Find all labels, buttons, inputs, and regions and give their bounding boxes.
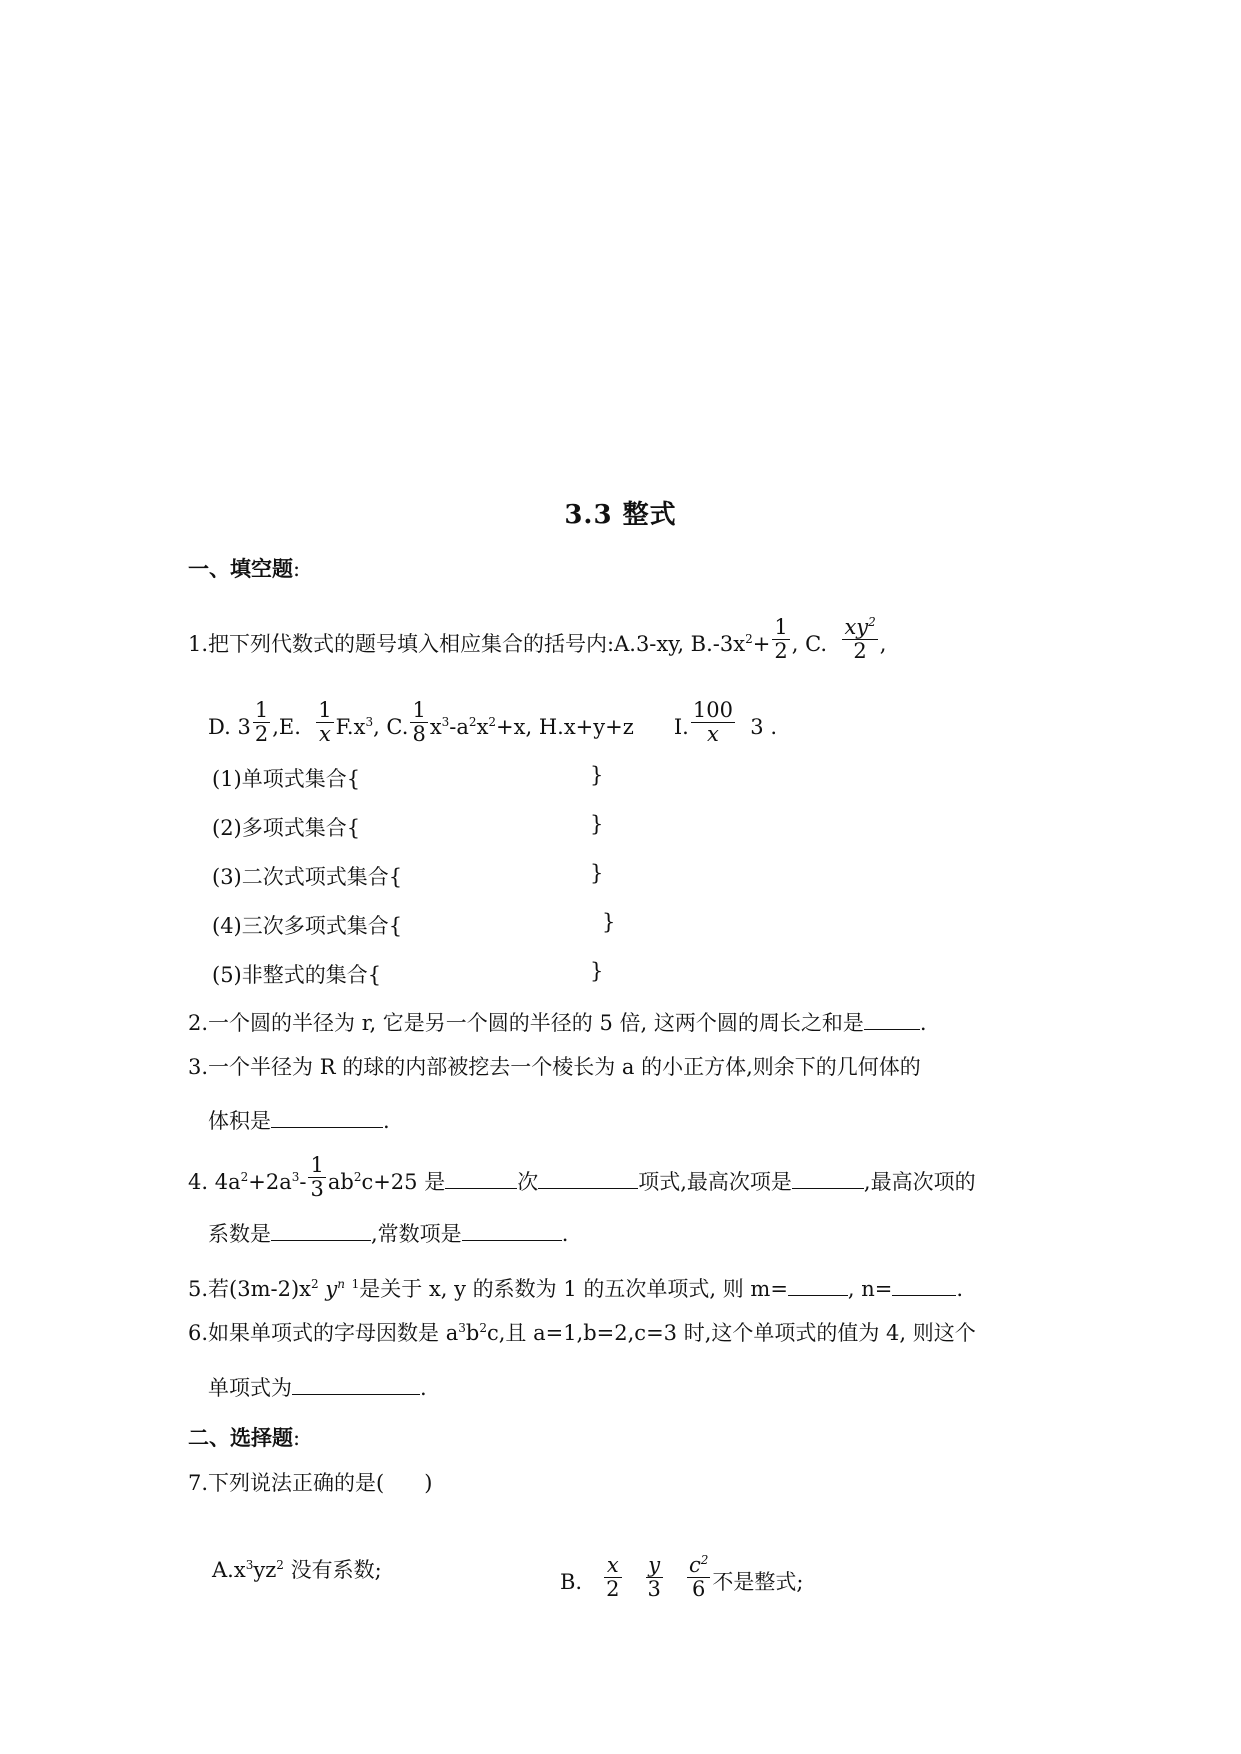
q4-coef-tail: ,最高次项的 xyxy=(863,1170,976,1195)
q1-f-label: F.x xyxy=(335,715,366,740)
q1-e-num: 1 xyxy=(318,698,332,722)
question-3-line-2 xyxy=(208,1106,390,1132)
q6-line1a: 6.如果单项式的字母因数是 a xyxy=(188,1321,459,1345)
q7-b2-num: y xyxy=(646,1554,663,1578)
question-6-line-1 xyxy=(188,1323,976,1344)
q5-sup-1: 1 xyxy=(351,1277,360,1291)
q1-g-exp1: 3 xyxy=(441,715,450,730)
q4-p5: c+25 是 xyxy=(361,1170,446,1195)
set-row-5: (5)非整式的集合{ xyxy=(212,963,382,987)
fraction-c2-over-6 xyxy=(687,1554,710,1601)
q4-num: 1 xyxy=(310,1153,324,1177)
q6-end: . xyxy=(420,1376,427,1400)
set-row-2: (2)多项式集合{ xyxy=(212,816,361,840)
q4-coefficient-blank[interactable] xyxy=(271,1219,371,1241)
q5-mid: 是关于 x, y 的系数为 1 的五次单项式, 则 m= xyxy=(359,1277,788,1301)
q4-exp2: 3 xyxy=(291,1170,300,1185)
section-choice-label: 二、选择题 xyxy=(188,1425,293,1450)
set-close-1: } xyxy=(590,763,604,787)
q1-d-num: 1 xyxy=(254,698,269,722)
q5-y: y xyxy=(325,1277,338,1301)
q6-line1b: b xyxy=(465,1321,480,1345)
q5-end: . xyxy=(956,1277,964,1301)
set-row-1: (1)单项式集合{ xyxy=(212,767,361,791)
q7-b1-den: 2 xyxy=(606,1577,620,1602)
q4-line2a: 系数是 xyxy=(208,1222,271,1246)
q7-b1-num: x xyxy=(604,1554,621,1578)
q1-g-expr4: +x, H.x+y+z xyxy=(496,715,634,740)
q5-n: , n= xyxy=(847,1277,893,1301)
fraction-i xyxy=(691,699,735,746)
q7-a-exp1: 3 xyxy=(245,1558,254,1572)
question-3-line-1: 3.一个半径为 R 的球的内部被挖去一个棱长为 a 的小正方体,则余下的几何体的 xyxy=(188,1055,921,1079)
q1-c-num xyxy=(842,616,877,640)
fraction-e xyxy=(316,699,333,746)
q5-pre: 5.若(3m-2)x xyxy=(188,1277,311,1301)
section-fill-label: 一、填空题 xyxy=(188,556,293,581)
q1-i-den: x xyxy=(706,722,719,747)
q4-ci: 次 xyxy=(517,1170,539,1195)
q1-tail-comma: , xyxy=(879,632,887,657)
q1-g-exp3: 2 xyxy=(488,715,497,730)
q1-g-den: 8 xyxy=(412,722,426,747)
q7-b3-num xyxy=(687,1554,710,1578)
q4-den: 3 xyxy=(310,1177,324,1202)
q5-n-blank[interactable] xyxy=(892,1274,956,1296)
q4-end: . xyxy=(561,1222,569,1246)
q4-terms-blank[interactable] xyxy=(538,1167,638,1189)
q7-a-tail: 没有系数; xyxy=(283,1558,382,1582)
q4-degree-blank[interactable] xyxy=(445,1167,517,1189)
q3-end: . xyxy=(383,1109,390,1133)
q3-label: 体积是 xyxy=(208,1109,271,1133)
set-close-5: } xyxy=(590,959,604,983)
q4-highest-term-blank[interactable] xyxy=(792,1167,864,1189)
fraction-one-half xyxy=(772,616,789,663)
q6-label: 单项式为 xyxy=(208,1376,292,1400)
question-1-line-1 xyxy=(188,615,887,669)
q7-b3-den: 6 xyxy=(691,1577,706,1602)
section-choice-heading xyxy=(188,1422,300,1452)
question-1-line-2 xyxy=(208,698,778,752)
set-close-2: } xyxy=(590,812,604,836)
q1-g-exp2: 2 xyxy=(468,715,477,730)
set-row-4: (4)三次多项式集合{ xyxy=(212,914,403,938)
question-6-line-2 xyxy=(208,1373,427,1399)
q7-stem-end: ) xyxy=(424,1471,433,1495)
q1-d-label: D. 3 xyxy=(208,715,251,740)
q4-xiangshi: 项式,最高次项是 xyxy=(638,1170,792,1195)
q7-b-label: B. xyxy=(560,1570,583,1595)
page-title: 3.3 整式 xyxy=(564,500,677,530)
q1-g-label: , C. xyxy=(373,715,409,740)
q1-c-num-text: xy xyxy=(844,615,869,639)
q1-e-label: ,E. xyxy=(272,715,301,740)
q2-answer-blank[interactable] xyxy=(864,1008,920,1030)
q7-a-exp2: 2 xyxy=(276,1558,284,1572)
q4-exp3: 2 xyxy=(353,1170,362,1185)
q7-a-mid: yz xyxy=(253,1558,277,1582)
q1-c-exp: 2 xyxy=(868,615,876,629)
q3-answer-blank[interactable] xyxy=(271,1106,383,1128)
section-fill-colon: : xyxy=(293,557,301,581)
q1-i-num: 100 xyxy=(692,698,733,722)
q1-c-label: , C. xyxy=(791,632,828,657)
q6-exp1: 3 xyxy=(458,1321,466,1335)
q1-i-label: I. xyxy=(673,715,689,740)
q4-line2b: ,常数项是 xyxy=(371,1222,462,1246)
q1-d-den: 2 xyxy=(254,722,269,747)
fraction-one-third xyxy=(308,1154,325,1201)
q1-g-expr3: x xyxy=(476,715,489,740)
set-row-3: (3)二次式项式集合{ xyxy=(212,865,403,889)
q1-b-tail: + xyxy=(752,632,771,657)
q1-b-exp: 2 xyxy=(745,632,753,647)
q6-exp2: 2 xyxy=(479,1321,487,1335)
q4-p3: - xyxy=(299,1170,307,1195)
section-fill-heading xyxy=(188,553,300,583)
q7-b3-exp: 2 xyxy=(700,1553,709,1567)
q1-i-tail: 3 . xyxy=(750,715,778,740)
q2-text: 2.一个圆的半径为 r, 它是另一个圆的半径的 5 倍, 这两个圆的周长之和是 xyxy=(188,1011,864,1035)
q4-p2: +2a xyxy=(248,1170,292,1195)
question-4-line-2 xyxy=(208,1219,568,1245)
question-5 xyxy=(188,1274,963,1300)
q7-option-b[interactable] xyxy=(560,1553,804,1607)
q7-b3-num-text: c xyxy=(688,1553,701,1577)
q1-f-exp: 3 xyxy=(365,715,374,730)
q4-p4: ab xyxy=(327,1170,354,1195)
question-7-stem xyxy=(188,1473,433,1494)
q1-c-den: 2 xyxy=(853,639,867,664)
q7-b-tail: 不是整式; xyxy=(712,1570,804,1595)
q7-b2-den: 3 xyxy=(647,1577,661,1602)
q5-m-blank[interactable] xyxy=(788,1274,848,1296)
fraction-d xyxy=(253,699,270,746)
q1-g-num: 1 xyxy=(412,698,426,722)
q1-g-expr2: -a xyxy=(449,715,469,740)
q1-b-num: 1 xyxy=(774,615,788,639)
set-close-4: } xyxy=(602,910,616,934)
q1-b-den: 2 xyxy=(774,639,788,664)
question-4-line-1 xyxy=(188,1153,976,1207)
fraction-y-over-3 xyxy=(646,1554,663,1601)
q1-e-den: x xyxy=(319,722,331,747)
q7-stem: 7.下列说法正确的是( xyxy=(188,1471,385,1495)
q4-exp1: 2 xyxy=(240,1170,249,1185)
q6-answer-blank[interactable] xyxy=(292,1373,420,1395)
q5-sup-n: n xyxy=(337,1277,345,1291)
q1-text: 1.把下列代数式的题号填入相应集合的括号内:A.3-xy, B.-3x xyxy=(188,632,746,657)
fraction-xy2-over-2 xyxy=(842,616,877,663)
q7-option-a[interactable] xyxy=(212,1560,382,1581)
q5-exp: 2 xyxy=(311,1277,319,1291)
q6-line1c: c,且 a=1,b=2,c=3 时,这个单项式的值为 4, 则这个 xyxy=(486,1321,976,1345)
q4-constant-blank[interactable] xyxy=(462,1219,562,1241)
question-2 xyxy=(188,1008,927,1034)
q4-pre: 4. 4a xyxy=(188,1170,241,1195)
q2-end: . xyxy=(919,1011,927,1035)
section-choice-colon: : xyxy=(293,1426,301,1450)
fraction-x-over-2 xyxy=(604,1554,621,1601)
fraction-g xyxy=(410,699,427,746)
q1-g-expr: x xyxy=(429,715,442,740)
q7-a-pre: A.x xyxy=(212,1558,246,1582)
set-close-3: } xyxy=(590,861,604,885)
